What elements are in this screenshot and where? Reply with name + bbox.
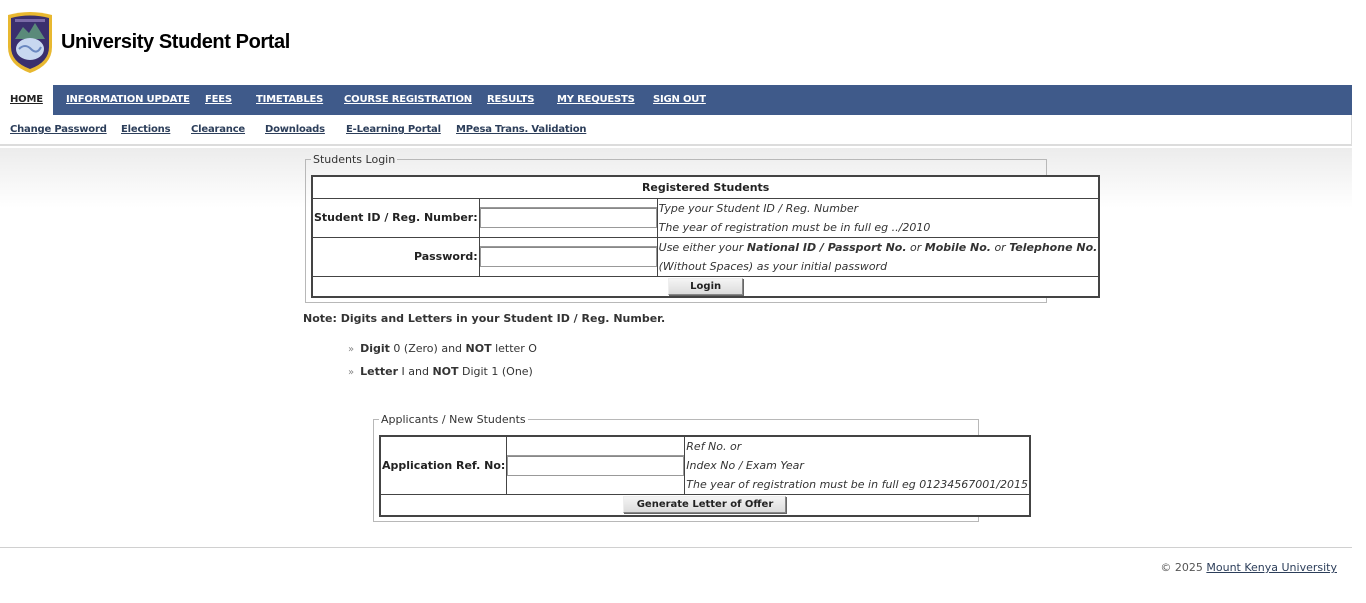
site-title: University Student Portal — [61, 31, 290, 53]
hint-text: or — [990, 240, 1010, 254]
footer-divider — [0, 547, 1352, 548]
nav-information-update[interactable]: INFORMATION UPDATE — [66, 94, 190, 105]
password-input[interactable] — [480, 246, 657, 267]
copyright-text: © 2025 — [1160, 561, 1207, 574]
hint-national-id: National ID / Passport No. — [746, 240, 907, 254]
header — [0, 0, 1366, 85]
ref-hint-line-1: Ref No. or — [686, 440, 742, 453]
student-id-input[interactable] — [480, 207, 657, 228]
hint-text: Use either your — [658, 240, 747, 254]
hint-text: or — [906, 240, 925, 254]
nav-course-registration[interactable]: COURSE REGISTRATION — [344, 94, 472, 105]
students-login-legend: Students Login — [313, 153, 396, 166]
note-bullet-digit — [348, 342, 537, 355]
registered-students-table — [311, 175, 1100, 298]
student-id-label: Student ID / Reg. Number: — [312, 198, 479, 237]
double-chevron-right-icon: » — [348, 344, 355, 355]
student-id-hint-line-2: The year of registration must be in full eg ../2010 — [658, 220, 931, 234]
bullet-bold: NOT — [432, 365, 459, 378]
login-button[interactable]: Login — [668, 278, 743, 295]
university-crest-icon — [5, 9, 55, 74]
main-nav — [0, 85, 1352, 115]
ref-hint-line-3: The year of registration must be in full eg 01234567001/2015 — [686, 478, 1028, 491]
subnav-change-password[interactable]: Change Password — [10, 124, 107, 135]
note-bullet-letter — [348, 365, 533, 378]
footer — [1160, 561, 1337, 574]
application-ref-input[interactable] — [507, 455, 684, 476]
nav-my-requests[interactable]: MY REQUESTS — [557, 94, 635, 105]
bullet-text: I and — [398, 365, 433, 378]
bullet-bold: NOT — [465, 342, 492, 355]
applicants-table — [379, 435, 1031, 517]
hint-mobile-no: Mobile No. — [924, 240, 991, 254]
university-link[interactable]: Mount Kenya University — [1206, 561, 1337, 574]
bullet-text: Digit 1 (One) — [458, 365, 533, 378]
applicants-legend: Applicants / New Students — [381, 413, 526, 426]
bullet-text: 0 (Zero) and — [389, 342, 466, 355]
ref-hint-line-2: Index No / Exam Year — [686, 459, 804, 472]
nav-results[interactable]: RESULTS — [487, 94, 535, 105]
password-label: Password: — [312, 237, 479, 276]
hint-telephone-no: Telephone No. — [1009, 240, 1098, 254]
registered-students-title: Registered Students — [312, 176, 1099, 198]
note-title: Note: Digits and Letters in your Student ID / Reg. Number. — [303, 312, 666, 325]
student-id-hint-line-1: Type your Student ID / Reg. Number — [658, 201, 859, 215]
double-chevron-right-icon: » — [348, 367, 355, 378]
student-id-hint — [657, 198, 1099, 237]
nav-fees[interactable]: FEES — [205, 94, 232, 105]
application-ref-label: Application Ref. No: — [380, 436, 507, 495]
password-hint-line-1 — [659, 238, 1098, 257]
subnav-downloads[interactable]: Downloads — [265, 124, 325, 135]
password-hint-line-2: (Without Spaces) as your initial password — [658, 259, 888, 273]
subnav-e-learning-portal[interactable]: E-Learning Portal — [346, 124, 441, 135]
sub-nav — [0, 115, 1352, 146]
bullet-bold: Letter — [360, 365, 398, 378]
subnav-mpesa-validation[interactable]: MPesa Trans. Validation — [456, 124, 587, 135]
nav-home[interactable]: HOME — [0, 85, 53, 115]
subnav-elections[interactable]: Elections — [121, 124, 171, 135]
password-hint — [657, 237, 1099, 276]
nav-timetables[interactable]: TIMETABLES — [256, 94, 324, 105]
generate-letter-button[interactable]: Generate Letter of Offer — [623, 496, 786, 513]
application-ref-hint — [685, 436, 1030, 495]
bullet-bold: Digit — [360, 342, 390, 355]
bullet-text: letter O — [491, 342, 537, 355]
nav-sign-out[interactable]: SIGN OUT — [653, 94, 706, 105]
subnav-clearance[interactable]: Clearance — [191, 124, 246, 135]
